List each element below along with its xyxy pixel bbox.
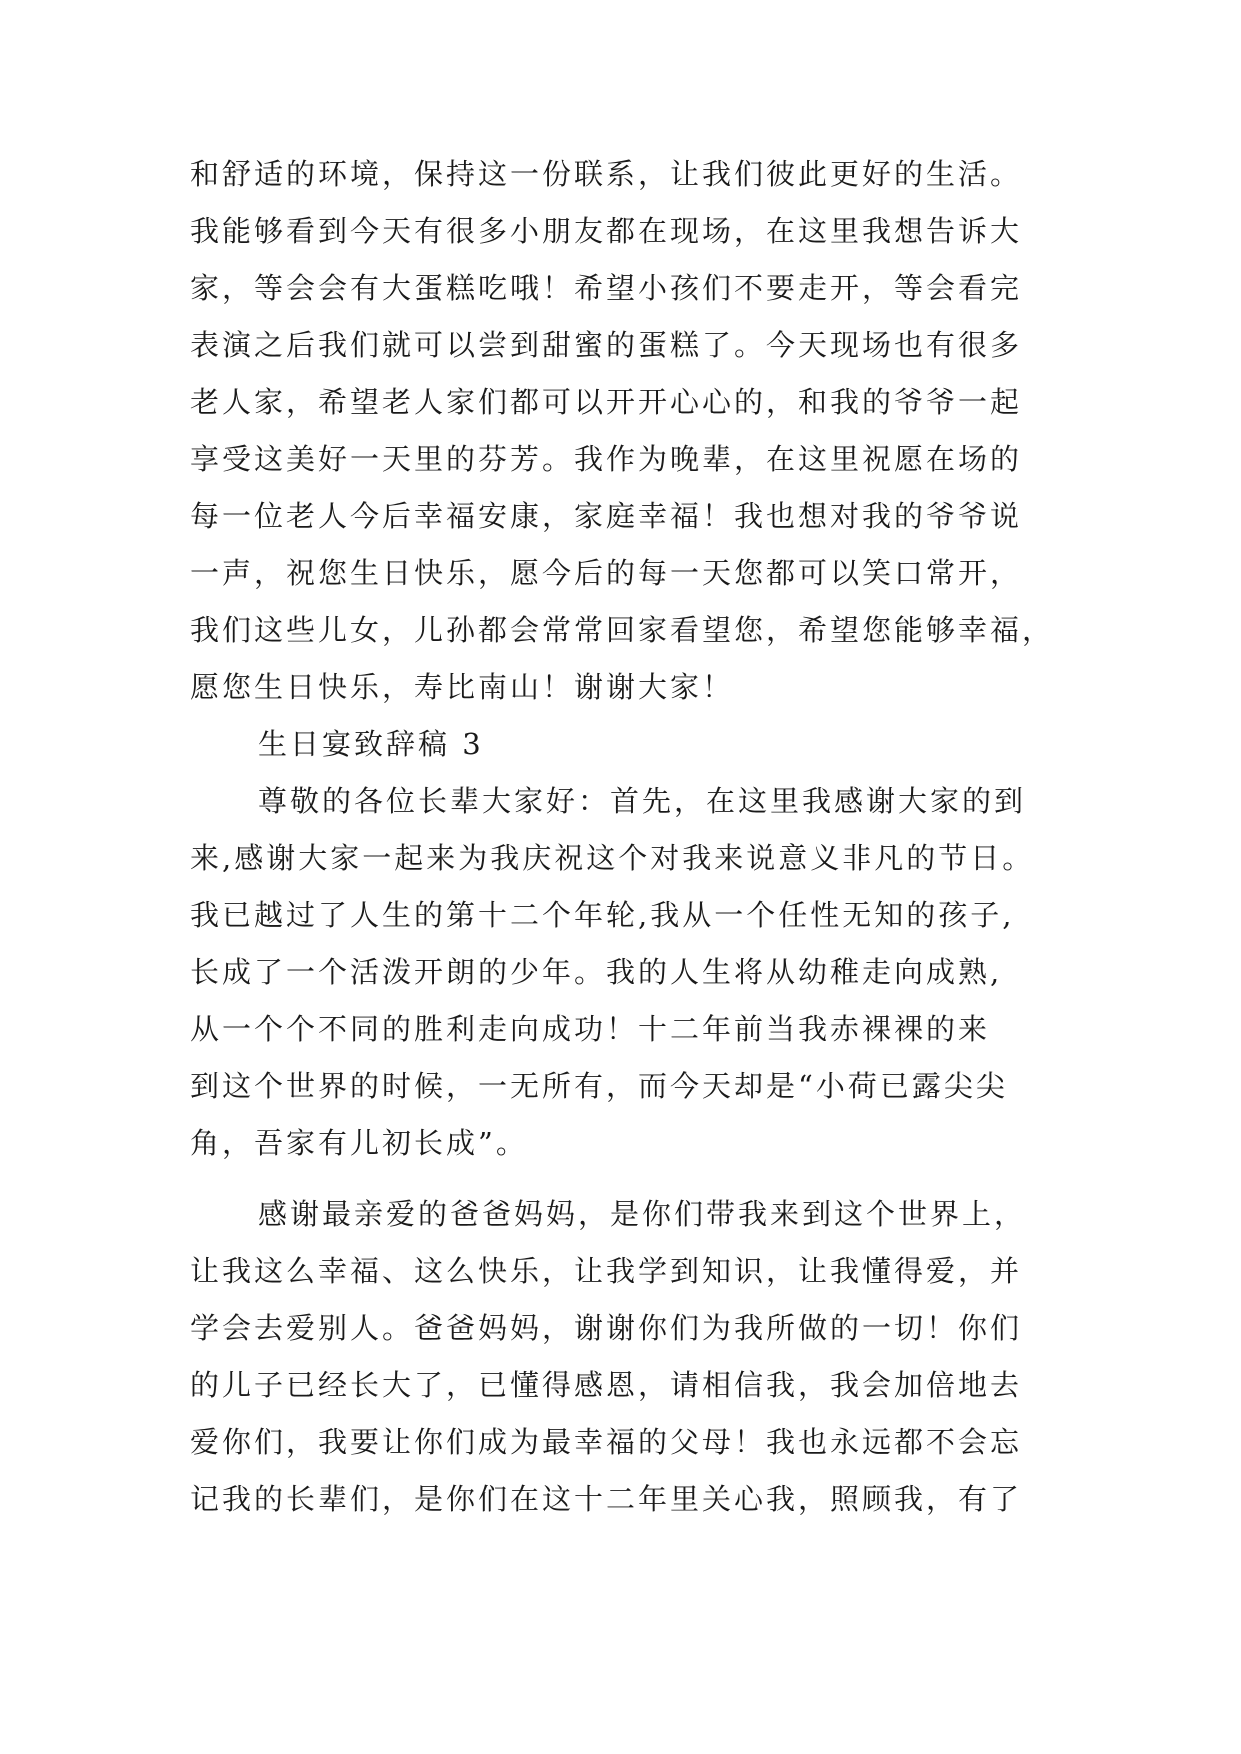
paragraph-line: 一声，祝您生日快乐，愿今后的每一天您都可以笑口常开，	[190, 556, 1023, 590]
paragraph-line: 每一位老人今后幸福安康，家庭幸福！我也想对我的爷爷说	[190, 499, 1023, 533]
paragraph-line: 角，吾家有儿初长成”。	[190, 1126, 528, 1160]
paragraph-line: 的儿子已经长大了，已懂得感恩，请相信我，我会加倍地去	[190, 1368, 1023, 1402]
paragraph-line: 爱你们，我要让你们成为最幸福的父母！我也永远都不会忘	[190, 1425, 1023, 1459]
paragraph-line: 尊敬的各位长辈大家好：首先，在这里我感谢大家的到	[258, 784, 1027, 818]
paragraph-line: 我已越过了人生的第十二个年轮,我从一个任性无知的孩子,	[190, 898, 1015, 932]
paragraph-line: 让我这么幸福、这么快乐，让我学到知识，让我懂得爱，并	[190, 1254, 1023, 1288]
paragraph-line: 老人家，希望老人家们都可以开开心心的，和我的爷爷一起	[190, 385, 1023, 419]
paragraph-line: 从一个个不同的胜利走向成功！十二年前当我赤裸裸的来	[190, 1012, 991, 1046]
paragraph-line: 长成了一个活泼开朗的少年。我的人生将从幼稚走向成熟,	[190, 955, 1003, 989]
paragraph-line: 我们这些儿女，儿孙都会常常回家看望您，希望您能够幸福，	[190, 613, 1055, 647]
paragraph-line: 我能够看到今天有很多小朋友都在现场，在这里我想告诉大	[190, 214, 1023, 248]
paragraph-line: 到这个世界的时候，一无所有，而今天却是“小荷已露尖尖	[190, 1069, 1008, 1103]
paragraph-line: 感谢最亲爱的爸爸妈妈，是你们带我来到这个世界上，	[258, 1197, 1027, 1231]
paragraph-line: 来,感谢大家一起来为我庆祝这个对我来说意义非凡的节日。	[190, 841, 1035, 875]
paragraph-line: 和舒适的环境，保持这一份联系，让我们彼此更好的生活。	[190, 157, 1023, 191]
paragraph-line: 学会去爱别人。爸爸妈妈，谢谢你们为我所做的一切！你们	[190, 1311, 1023, 1345]
paragraph-line: 享受这美好一天里的芬芳。我作为晚辈，在这里祝愿在场的	[190, 442, 1023, 476]
section-heading: 生日宴致辞稿 3	[258, 727, 484, 761]
paragraph-line: 表演之后我们就可以尝到甜蜜的蛋糕了。今天现场也有很多	[190, 328, 1023, 362]
paragraph-line: 愿您生日快乐，寿比南山！谢谢大家！	[190, 670, 735, 704]
paragraph-line: 家，等会会有大蛋糕吃哦！希望小孩们不要走开，等会看完	[190, 271, 1023, 305]
paragraph-line: 记我的长辈们，是你们在这十二年里关心我，照顾我，有了	[190, 1482, 1023, 1516]
